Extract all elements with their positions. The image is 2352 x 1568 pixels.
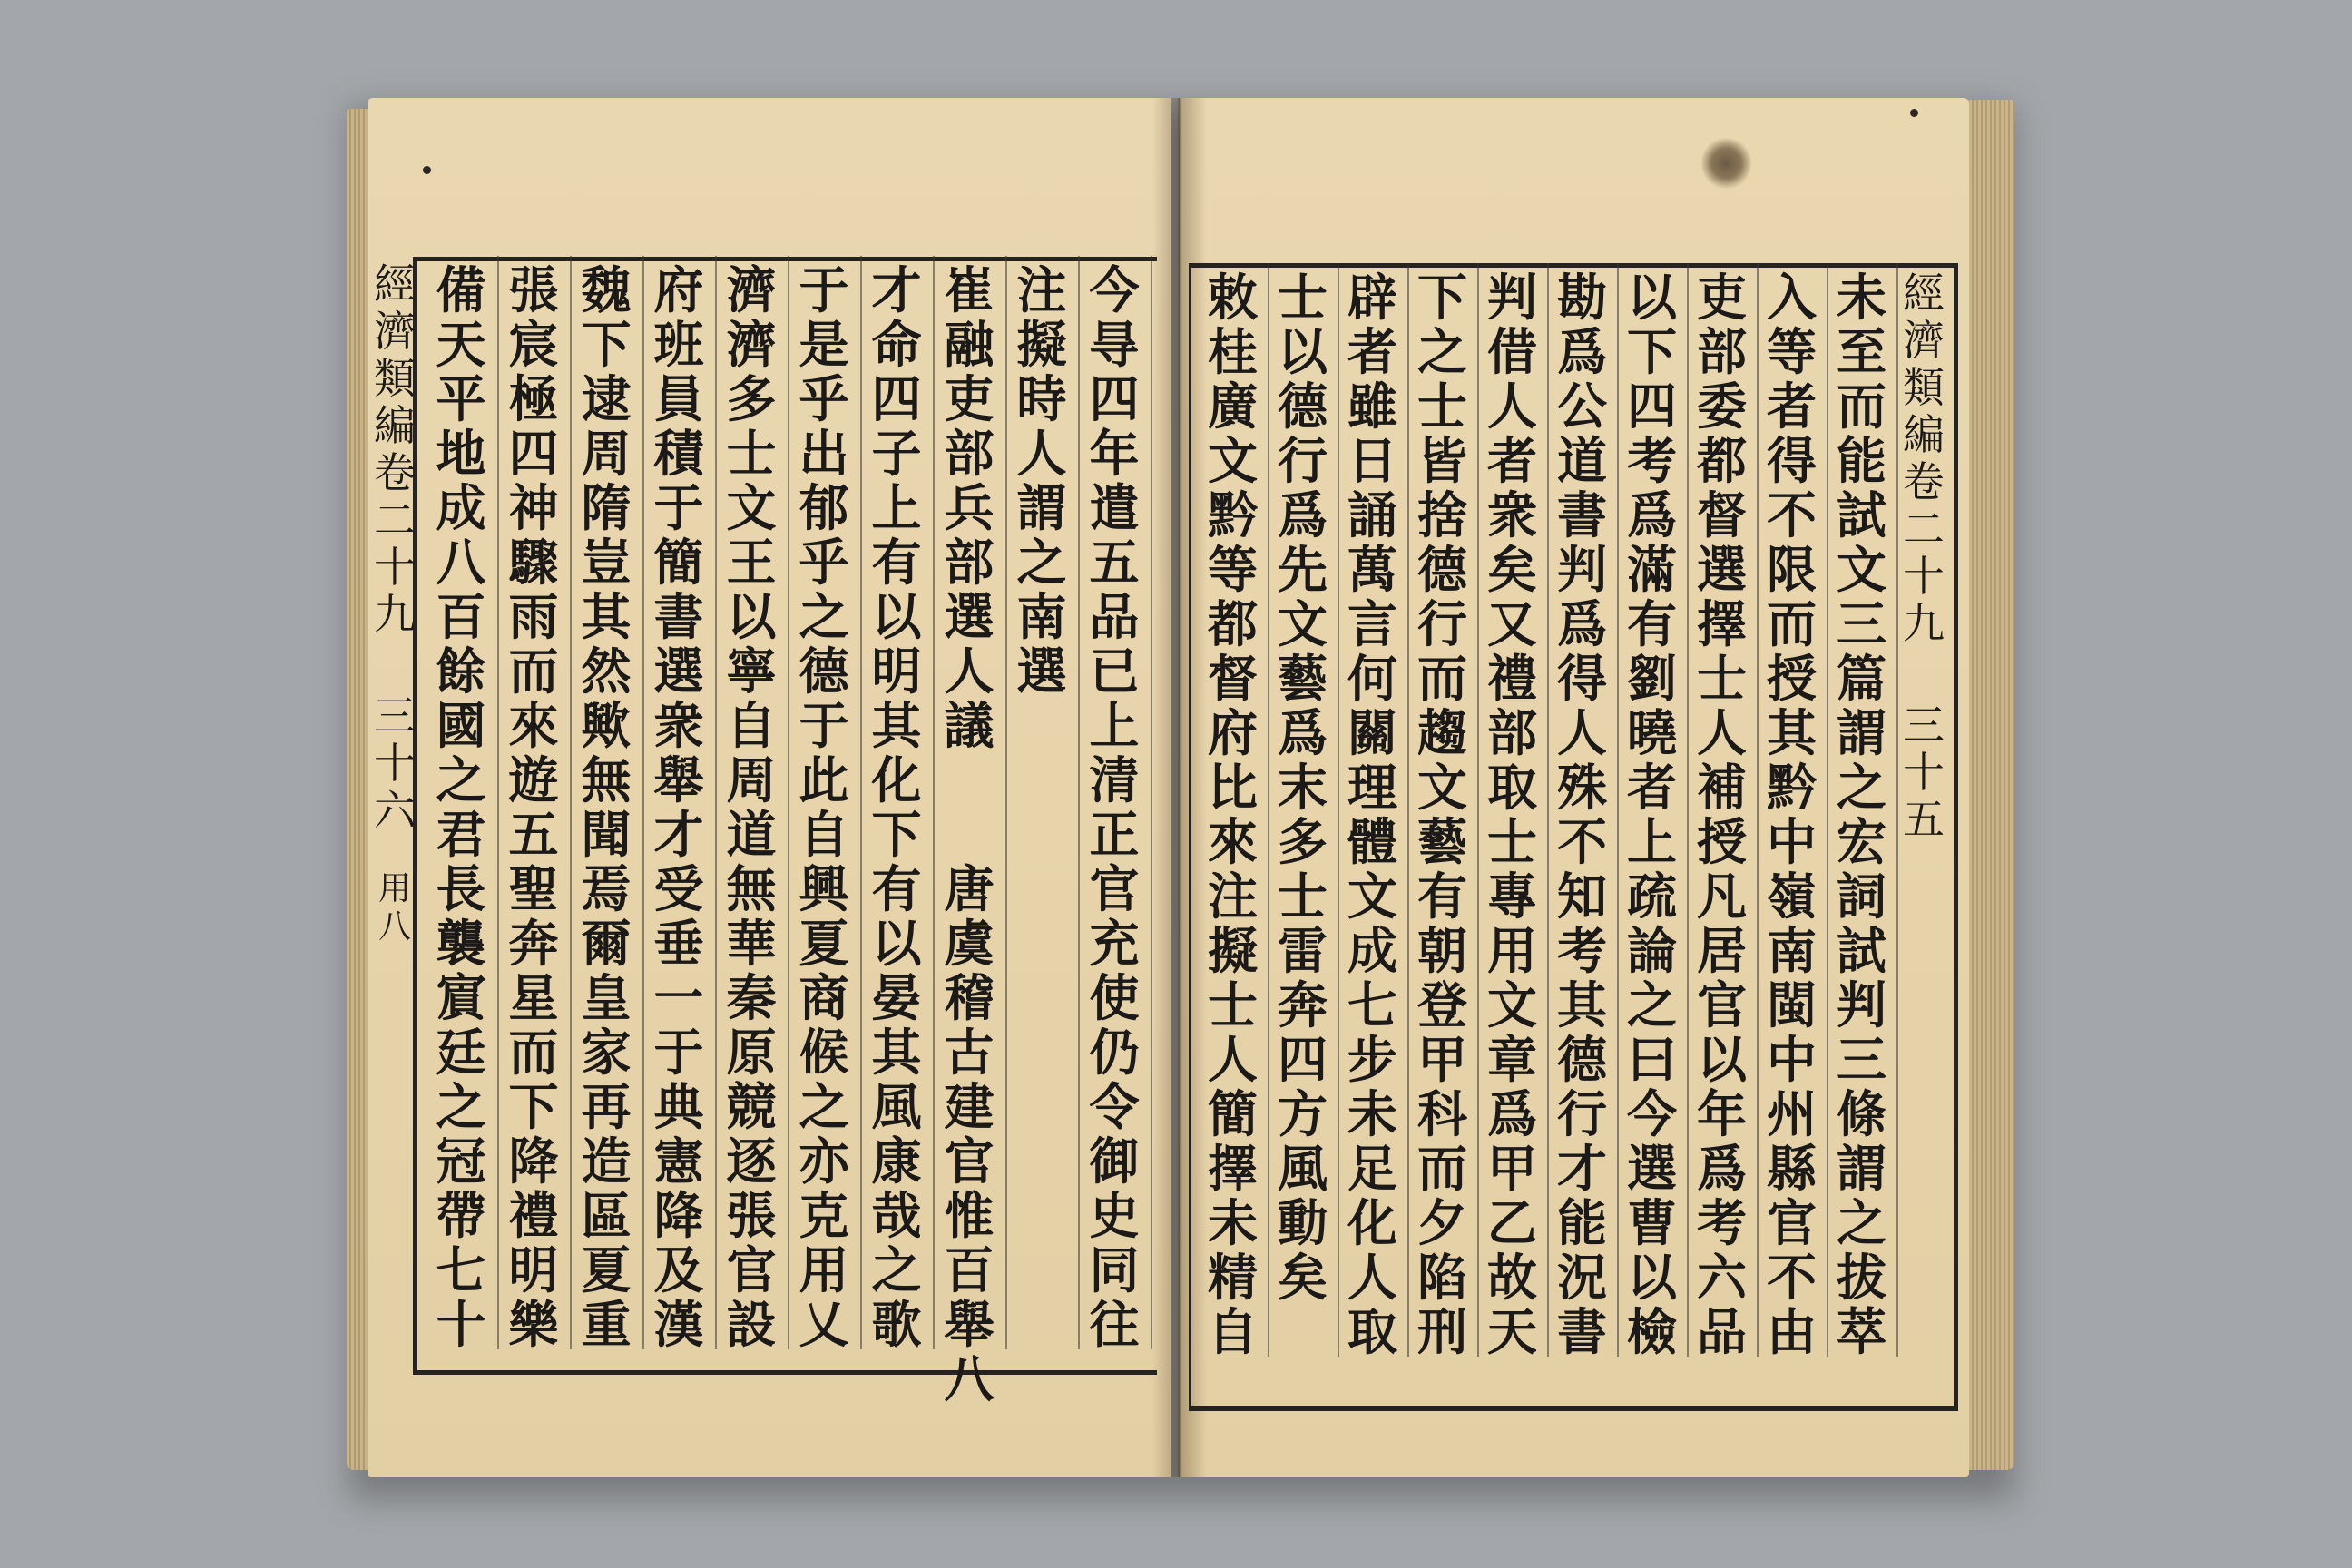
text-column: 判 借 人 者 衆 矣 又 禮 部 取 士 專 用 文 章 爲 甲 乙 故 天 (1486, 268, 1537, 1361)
text-column: 未 至 而 能 試 文 三 篇 謂 之 宏 詞 試 判 三 條 謂 之 拔 萃 (1836, 268, 1886, 1361)
text-column: 濟 濟 多 士 文 王 以 寧 自 周 道 無 華 秦 原 競 逐 張 官 設 (726, 260, 777, 1354)
worm-hole (1910, 109, 1918, 117)
column-rule (1407, 263, 1409, 1357)
column-rule (1477, 263, 1479, 1357)
text-column: 于 是 乎 出 郁 乎 之 德 于 此 自 興 夏 商 𠋫 之 亦 克 用 乂 (799, 260, 849, 1354)
text-column: 府 班 員 積 于 簡 書 選 衆 舉 才 受 垂 一 于 典 憲 降 及 漢 (653, 260, 704, 1354)
column-rule (1005, 256, 1007, 1349)
text-column: 魏 下 逮 周 隋 豈 其 然 歟 無 聞 焉 爾 皇 家 再 造 區 夏 重 (581, 260, 632, 1354)
text-column: 今 㝵 四 年 遣 五 品 已 上 清 正 官 充 使 仍 令 御 史 同 往 (1089, 260, 1140, 1354)
text-column: 士 以 德 行 爲 先 文 藝 爲 末 多 士 雷 奔 四 方 風 動 矣 (1277, 268, 1328, 1307)
text-column: 崔 融 吏 部 兵 部 選 人 議 唐 虞 稽 古 建 官 惟 百 舉 八 (944, 260, 995, 1408)
column-rule (1078, 256, 1080, 1349)
column-rule (1617, 263, 1619, 1357)
column-rule (1547, 263, 1549, 1357)
text-column: 注 擬 時 人 謂 之 南 選 (1016, 260, 1067, 701)
column-rule (1151, 256, 1152, 1349)
text-column: 張 宸 極 四 神 驟 雨 而 來 遊 五 聖 奔 星 而 下 降 禮 明 樂 (508, 260, 559, 1354)
text-column: 備 天 平 地 成 八 百 餘 國 之 君 長 襲 賔 廷 之 冠 帶 七 十 (436, 260, 486, 1354)
text-column: 下 之 士 皆 捨 德 行 而 趨 文 藝 有 朝 登 甲 科 而 夕 陷 刑 (1416, 268, 1467, 1361)
text-column: 辟 者 雖 日 誦 萬 言 何 關 理 體 文 成 七 步 未 足 化 人 取 (1347, 268, 1397, 1361)
text-column: 入 等 者 得 不 限 而 授 其 黔 中 嶺 南 閩 中 州 縣 官 不 由 (1766, 268, 1817, 1361)
column-rule (1827, 263, 1828, 1357)
worm-hole (423, 166, 431, 174)
column-rule (860, 256, 862, 1349)
text-column: 敕 桂 廣 文 黔 等 都 督 府 比 來 注 擬 士 人 簡 擇 未 精 自 (1207, 268, 1258, 1361)
column-rule (715, 256, 717, 1349)
column-rule (497, 256, 499, 1349)
text-column: 以 下 四 考 爲 滿 有 劉 曉 者 上 疏 論 之 曰 今 選 曹 以 檢 (1626, 268, 1677, 1361)
column-rule (1757, 263, 1759, 1357)
paper-stain (1701, 136, 1751, 191)
column-rule (1896, 263, 1898, 1357)
text-column: 才 命 四 子 上 有 以 明 其 化 下 有 以 晏 其 風 康 哉 之 歌 (871, 260, 922, 1354)
column-rule (933, 256, 935, 1349)
right-margin-title: 經 濟 類 編 卷 二 十 九 三 十 五 (1903, 269, 1945, 844)
column-rule (1268, 263, 1269, 1357)
column-rule (642, 256, 644, 1349)
column-rule (570, 256, 572, 1349)
column-rule (1687, 263, 1689, 1357)
text-column: 勘 爲 公 道 書 判 爲 得 人 殊 不 知 考 其 德 行 才 能 況 書 (1556, 268, 1607, 1361)
column-rule (788, 256, 789, 1349)
text-column: 吏 部 委 都 督 選 擇 士 人 補 授 凡 居 官 以 年 爲 考 六 品 (1696, 268, 1747, 1361)
left-margin-title: 經 濟 類 編 卷 二 十 九 三 十 六 用 八 (374, 260, 416, 946)
column-rule (1338, 263, 1339, 1357)
